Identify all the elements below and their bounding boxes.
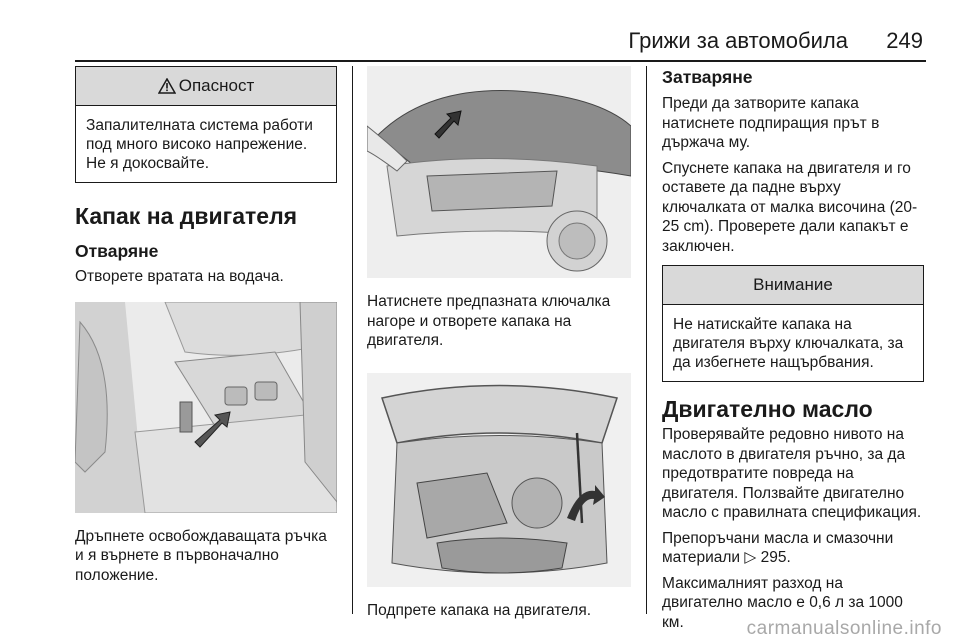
danger-box-title: Опасност <box>178 76 255 95</box>
paragraph-oil-2 <box>662 529 926 568</box>
page-number: 249 <box>886 28 923 53</box>
paragraph-oil-2-text: Препоръчани масла и смазочни материали <box>662 529 894 566</box>
section-title-hood: Капак на двигателя <box>75 203 298 229</box>
header-rule <box>75 60 926 62</box>
page-reference-icon: ▷ <box>744 549 757 566</box>
page-reference-link[interactable]: 295. <box>760 549 791 566</box>
subsection-title-closing: Затваряне <box>662 67 753 87</box>
page-header <box>0 0 960 56</box>
caution-box <box>662 265 924 382</box>
paragraph-closing-1: Преди да затворите капака натиснете подпиращия прът в държача му. <box>662 95 880 151</box>
figure-hood-support <box>367 373 631 587</box>
paragraph-oil-1: Проверявайте редовно нивото на маслото в двигателя ръчно, за да предотвратите повреда на двигателя. Ползвайте двигателно масло с правилната спецификация. <box>662 426 922 521</box>
danger-box-header <box>76 67 336 106</box>
paragraph-oil-3: Максималният разход на двигателно масло е 0,6 л за 1000 км. <box>662 574 903 631</box>
caption-release-lever: Дръпнете освобождаващата ръчка и я върнете в първоначално положение. <box>75 527 327 584</box>
section-title-engine-oil: Двигателно масло <box>662 396 873 422</box>
caution-box-text: Не натискайте капака на двигателя върху ключалката, за да избегнете нащърбвания. <box>673 316 904 371</box>
paragraph-closing-2: Спуснете капака на двигателя и го оставете да падне върху ключалката от малка височина (20-25 cm). Проверете дали капакът е заключен. <box>662 159 918 255</box>
column-divider <box>646 66 647 614</box>
paragraph-open-door: Отворете вратата на водача. <box>75 268 284 285</box>
caption-safety-catch: Натиснете предпазната ключалка нагоре и отворете капака на двигателя. <box>367 293 611 349</box>
column-middle <box>367 66 631 620</box>
danger-box-text: Запалителната система работи под много високо напрежение. Не я докосвайте. <box>86 117 313 172</box>
subsection-title-opening: Отваряне <box>75 241 159 261</box>
watermark: carmanualsonline.info <box>746 618 942 639</box>
column-divider <box>352 66 353 614</box>
warning-triangle-icon <box>158 78 176 94</box>
figure-release-lever <box>75 302 337 513</box>
caution-box-title: Внимание <box>663 266 923 305</box>
caption-hood-support: Подпрете капака на двигателя. <box>367 601 592 619</box>
header-title: Грижи за автомобила <box>628 28 848 53</box>
danger-box <box>75 66 337 183</box>
figure-safety-catch <box>367 66 631 278</box>
column-left <box>75 66 337 585</box>
column-right <box>662 66 926 632</box>
